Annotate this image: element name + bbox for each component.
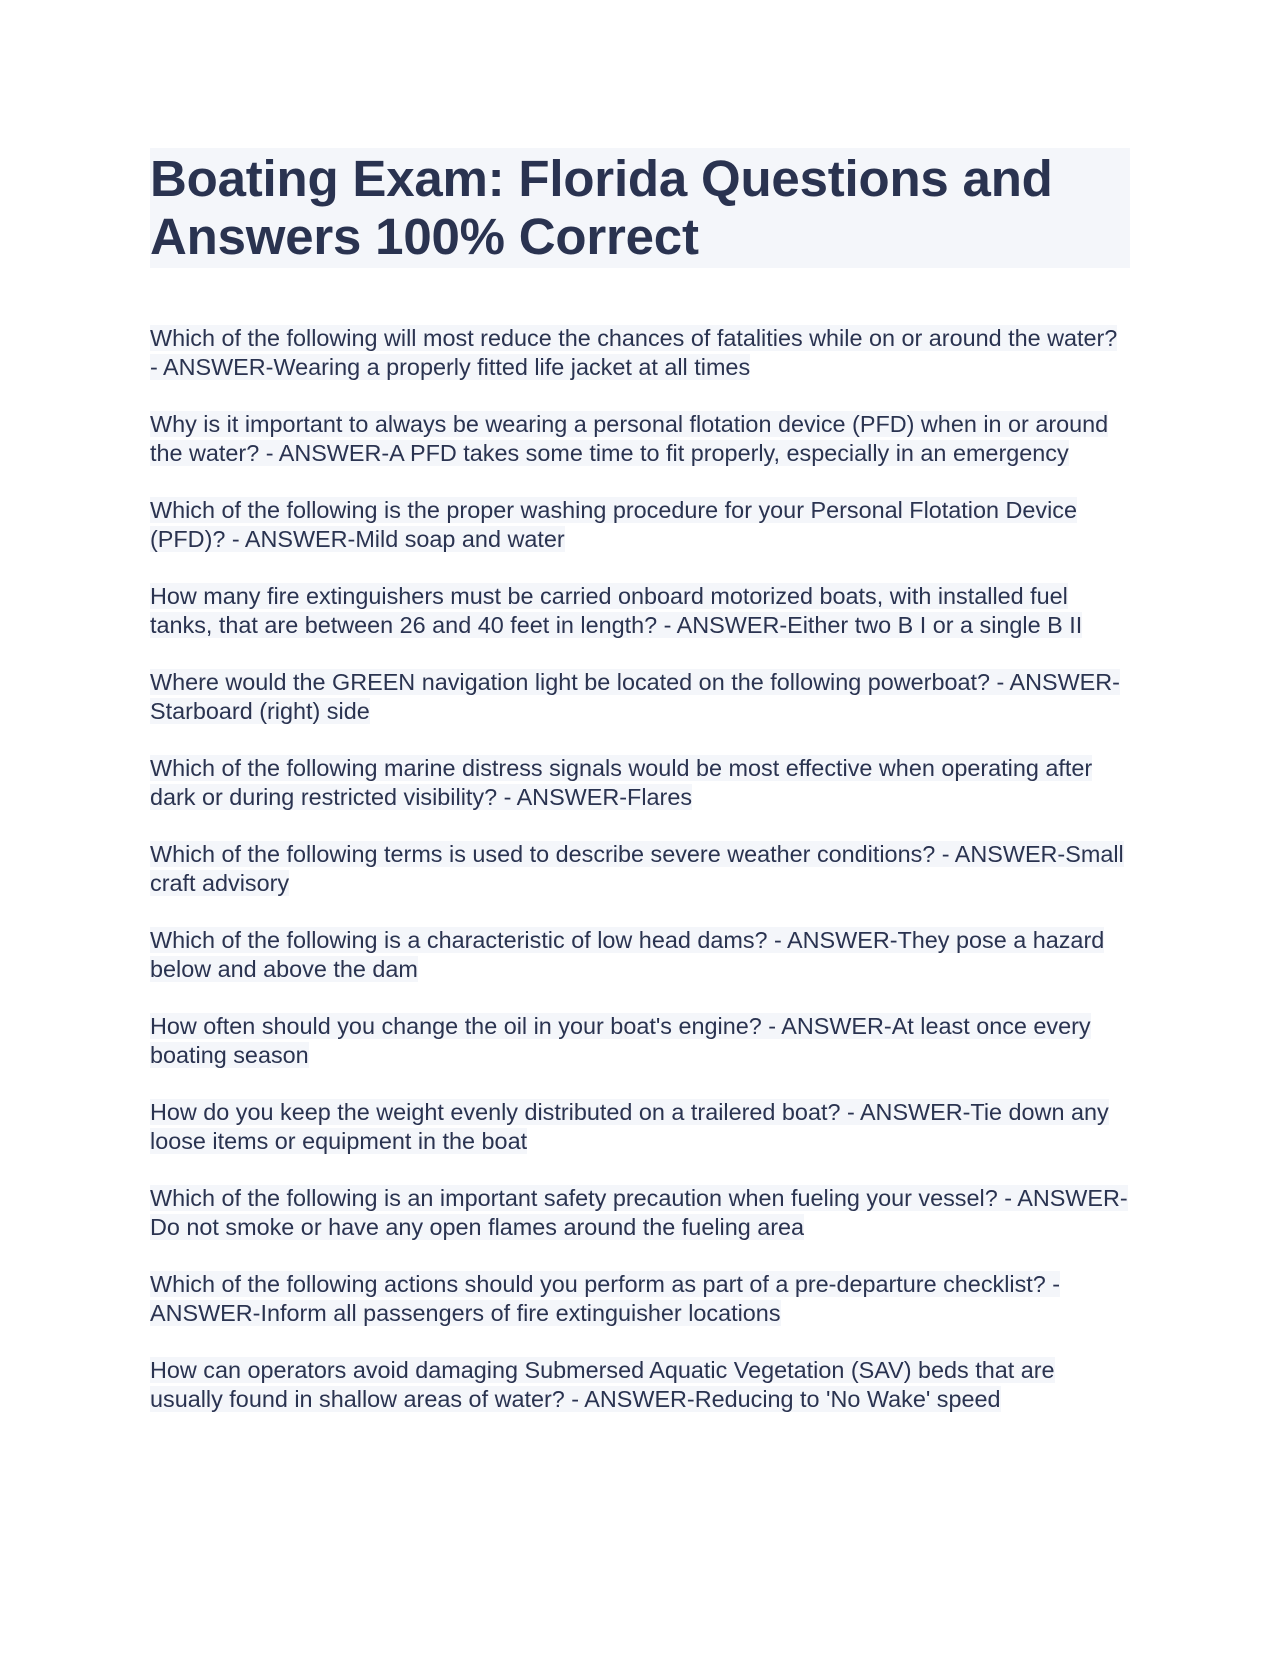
qa-text: Which of the following is a characteristic of low head dams? - ANSWER-They pose a hazard below and above the dam bbox=[150, 927, 1105, 982]
qa-item bbox=[150, 324, 1130, 382]
qa-text: Which of the following will most reduce the chances of fatalities while on or around the water? - ANSWER-Wearing a properly fitted life jacket at all times bbox=[150, 325, 1118, 380]
qa-text: Why is it important to always be wearing a personal flotation device (PFD) when in or around the water? - ANSWER-A PFD takes some time to fit properly, especially in an emergency bbox=[150, 411, 1109, 466]
qa-item bbox=[150, 496, 1130, 554]
qa-text: How do you keep the weight evenly distributed on a trailered boat? - ANSWER-Tie down any loose items or equipment in the boat bbox=[150, 1099, 1109, 1154]
qa-item bbox=[150, 410, 1130, 468]
qa-item bbox=[150, 840, 1130, 898]
qa-item bbox=[150, 668, 1130, 726]
qa-text: How can operators avoid damaging Submersed Aquatic Vegetation (SAV) beds that are usually found in shallow areas of water? - ANSWER-Reducing to 'No Wake' speed bbox=[150, 1357, 1055, 1412]
qa-item bbox=[150, 1356, 1130, 1414]
qa-text: How often should you change the oil in your boat's engine? - ANSWER-At least once every boating season bbox=[150, 1013, 1091, 1068]
qa-item bbox=[150, 926, 1130, 984]
qa-item bbox=[150, 1012, 1130, 1070]
qa-text: Which of the following actions should you perform as part of a pre-departure checklist? - ANSWER-Inform all passengers of fire extinguisher locations bbox=[150, 1271, 1061, 1326]
qa-item bbox=[150, 754, 1130, 812]
document-page bbox=[150, 148, 1130, 1442]
document-title: Boating Exam: Florida Questions and Answers 100% Correct bbox=[150, 148, 1130, 268]
qa-text: Which of the following marine distress signals would be most effective when operating after dark or during restricted visibility? - ANSWER-Flares bbox=[150, 755, 1093, 810]
qa-item bbox=[150, 1098, 1130, 1156]
qa-item bbox=[150, 1270, 1130, 1328]
qa-list bbox=[150, 324, 1130, 1414]
qa-item bbox=[150, 1184, 1130, 1242]
qa-text: How many fire extinguishers must be carried onboard motorized boats, with installed fuel tanks, that are between 26 and 40 feet in length? - ANSWER-Either two B I or a single B II bbox=[150, 583, 1083, 638]
qa-text: Which of the following is an important safety precaution when fueling your vessel? - ANSWER-Do not smoke or have any open flames around the fueling area bbox=[150, 1185, 1128, 1240]
qa-text: Which of the following is the proper washing procedure for your Personal Flotation Device (PFD)? - ANSWER-Mild soap and water bbox=[150, 497, 1078, 552]
qa-item bbox=[150, 582, 1130, 640]
qa-text: Where would the GREEN navigation light be located on the following powerboat? - ANSWER-Starboard (right) side bbox=[150, 669, 1120, 724]
qa-text: Which of the following terms is used to describe severe weather conditions? - ANSWER-Small craft advisory bbox=[150, 841, 1124, 896]
